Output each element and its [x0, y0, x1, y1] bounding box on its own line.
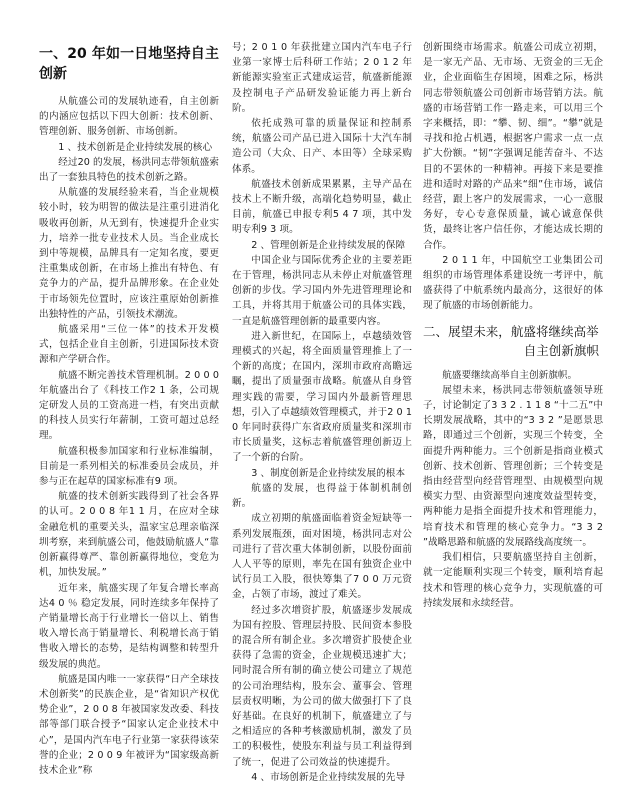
- paragraph: 航盛积极参加国家和行业标准编制，目前是一系列相关的标准委员会成员，并参与正在起草的国家标准有9 项。: [39, 445, 219, 488]
- paragraph: 我们相信，只要航盛坚持自主创新，就一定能顺利实现三个转变，顺利培育起技术和管理的核心竞争力，实现航盛的可持续发展和永续经营。: [423, 552, 603, 609]
- subheading-technology-innovation: 1 、技术创新是企业持续发展的核心: [58, 141, 213, 153]
- paragraph: 2 0 1 1 年，中国航空工业集团公司组织的市场管理体系建设统一考评中，航盛获得了中航系统内最高分，这很好的体现了航盛的市场创新能力。: [423, 254, 603, 312]
- paragraph: 从航盛公司的发展轨迹看，自主创新的内涵应包括以下四大创新：技术创新、管理创新、服务创新、市场创新。: [39, 96, 219, 138]
- column-3: [423, 40, 603, 611]
- section-heading-2: [423, 322, 603, 360]
- paragraph: 进入新世纪，在国际上，卓越绩效管理模式的兴起，将全面质量管理推上了一个新的高度；在国内，深圳市政府高瞻远瞩，提出了质量强市战略。航盛从自身管理实践的需要，学习国内外最新管理思想，引入了卓越绩效管理模式，并于2 0 1 0 年同时获得广东省政府质量奖和深圳市市长质量奖，这标志着航盛管理创新迈上了一个新的台阶。: [232, 330, 412, 464]
- paragraph: 从航盛的发展经验来看，当企业规模较小时，较为明智的做法是注重引进消化吸收再创新，从无到有，快速提升企业实力，培养一批专业技术人员。当企业成长到中等规模，品牌具有一定知名度，要更注重集成创新，在市场上推出有特色、有竞争力的产品，提升品牌形象。在企业处于市场领先位置时，应该注重原始创新推出独特性的产品，引领技术潮流。: [39, 187, 219, 320]
- paragraph: 航盛的技术创新实践得到了社会各界的认可。2 0 0 8 年1 1 月，在应对全球金融危机的重要关头，温家宝总理亲临深圳考察，来到航盛公司，他鼓励航盛人“靠创新赢得尊严、靠创新赢得地位，变危为机，加快发展。”: [39, 491, 219, 579]
- paragraph: 航盛不断完善技术管理机制。2 0 0 0 年航盛出台了《科技工作2 1 条，公司规定研发人员的工资高进一档，有突出贡献的科技人员实行年薪制，工资可超过总经理。: [39, 369, 219, 442]
- subheading-institutional-innovation: 3 、制度创新是企业持续发展的根本: [251, 467, 406, 479]
- column-2: [232, 40, 412, 785]
- paragraph: 近年来，航盛实现了年复合增长率高达4 0 ％ 稳定发展，同时连续多年保持了产销量增长高于行业增长一倍以上、销售收入增长高于销量增长、利税增长高于销售收入增长的态势，是结构调整和转型升级发展的典范。: [39, 582, 219, 670]
- paragraph: 航盛技术创新成果累累，主导产品在技术上不断升级，高端化趋势明显，截止目前，航盛已申报专利5 4 7 项，其中发明专利9 3 项。: [232, 178, 412, 236]
- section-heading-2-line-1: 二、展望未来，航盛将继续高举: [423, 323, 599, 339]
- paragraph: 航盛是国内唯一一家获得“日产全球技术创新奖”的民族企业，是“省知识产权优势企业”，2 0 0 8 年被国家发改委、科技部等部门联合授予“国家认定企业技术中心”，是国内汽车电子行业第一家获得该荣誉的企业；2 0 0 9 年被评为“国家级高新技术企业”称: [39, 673, 219, 776]
- section-heading-1: 一、20 年如一日地坚持自主创新: [39, 46, 219, 82]
- section-heading-2-line-2: 自主创新旗帜: [523, 342, 599, 358]
- paragraph: 航盛要继续高举自主创新旗帜。: [442, 369, 578, 381]
- subheading-management-innovation: 2 、管理创新是企业持续发展的保障: [251, 239, 406, 251]
- paragraph: 展望未来，杨洪同志带领航盛领导班子，讨论制定了3 3 2 . 1 1 8 “十二五”中长期发展战略，其中的“3 3 2 ”是愿景思路，即通过三个创新，实现三个转变，全面提升两种能力。三个创新是指商业模式创新、技术创新、管理创新；三个转变是指由经营型向经营管理型、由规模型向规模实力型、由资源型向速度效益型转变，两种能力是指全面提升技术和管理能力，培育技术和管理的核心竞争力。“3 3 2 ”战略思路和航盛的发展路线高度统一。: [423, 384, 603, 548]
- paragraph: 依托成熟可靠的质量保证和控制系统，航盛公司产品已进入国际十大汽车制造公司（大众、日产、本田等）全球采购体系。: [232, 118, 412, 175]
- column-1: [39, 40, 219, 778]
- paragraph: 经过20 的发展，杨洪同志带领航盛索出了一套独具特色的技术创新之路。: [39, 156, 219, 184]
- paragraph: 成立初期的航盛面临着资金短缺等一系列发展瓶颈，面对困境，杨洪同志对公司进行了营次重大体制创新，以股份面前人人平等的原则，率先在国有独资企业中试行员工入股，很快筹集了7 0 0 万元资金，占领了市场，渡过了难关。: [232, 513, 412, 601]
- paragraph-continued: 号；2 0 1 0 年获批建立国内汽车电子行业第一家博士后科研工作站；2 0 1 2 年新能源实验室正式建成运营，航盛新能源及控制电子产品研发验证能力再上新台阶。: [232, 42, 412, 114]
- subheading-market-innovation: 4 、市场创新是企业持续发展的先导: [251, 771, 406, 783]
- paragraph-continued: 创新围绕市场需求。航盛公司成立初期，是一家无产品、无市场、无资金的三无企业，企业面临生存困境，困难之际，杨洪同志带领航盛公司创新市场营销方法。航盛的市场营销工作一路走来，可以用三个字来概括，即：“攀、韧、细”。“攀”就是寻找和抢占机遇，根据客户需求一点一点扩大份额。“韧”字强调足能苦奋斗、不达目的不罢休的一种精神。再接下来是要推进和适时对路的产品来“细”住市场，诚信经营，跟上客户的发展需求，一心一意服务好，专心专意保质量，诚心诚意保供货，最终让客户信任你，才能达成长期的合作。: [423, 42, 603, 251]
- paragraph: 中国企业与国际优秀企业的主要差距在于管理，杨洪同志从未停止对航盛管理创新的步伐。学习国内外先进管理理论和工具，并将其用于航盛公司的具体实践，一直是航盛管理创新的最重要内容。: [232, 254, 412, 327]
- paragraph: 航盛的发展，也得益于体制机制创新。: [232, 482, 412, 510]
- paragraph: 航盛采用“三位一体”的技术开发模式，包括企业自主创新，引进国际技术资源和产学研合作。: [39, 324, 219, 366]
- paragraph: 经过多次增资扩股，航盛逐步发展成为国有控股、管理层持股、民间资本参股的混合所有制企业。多次增资扩股使企业获得了急需的资金，企业规模迅速扩大；同时混合所有制的确立使公司建立了规范的公司治理结构，股东会、董事会、管理层责权明晰，为公司的做大做强打下了良好基础。在良好的机制下，航盛建立了与之相适应的各种考核激励机制，激发了员工的积极性，使股东利益与员工利益得到了统一，促进了公司效益的快速提升。: [232, 604, 412, 768]
